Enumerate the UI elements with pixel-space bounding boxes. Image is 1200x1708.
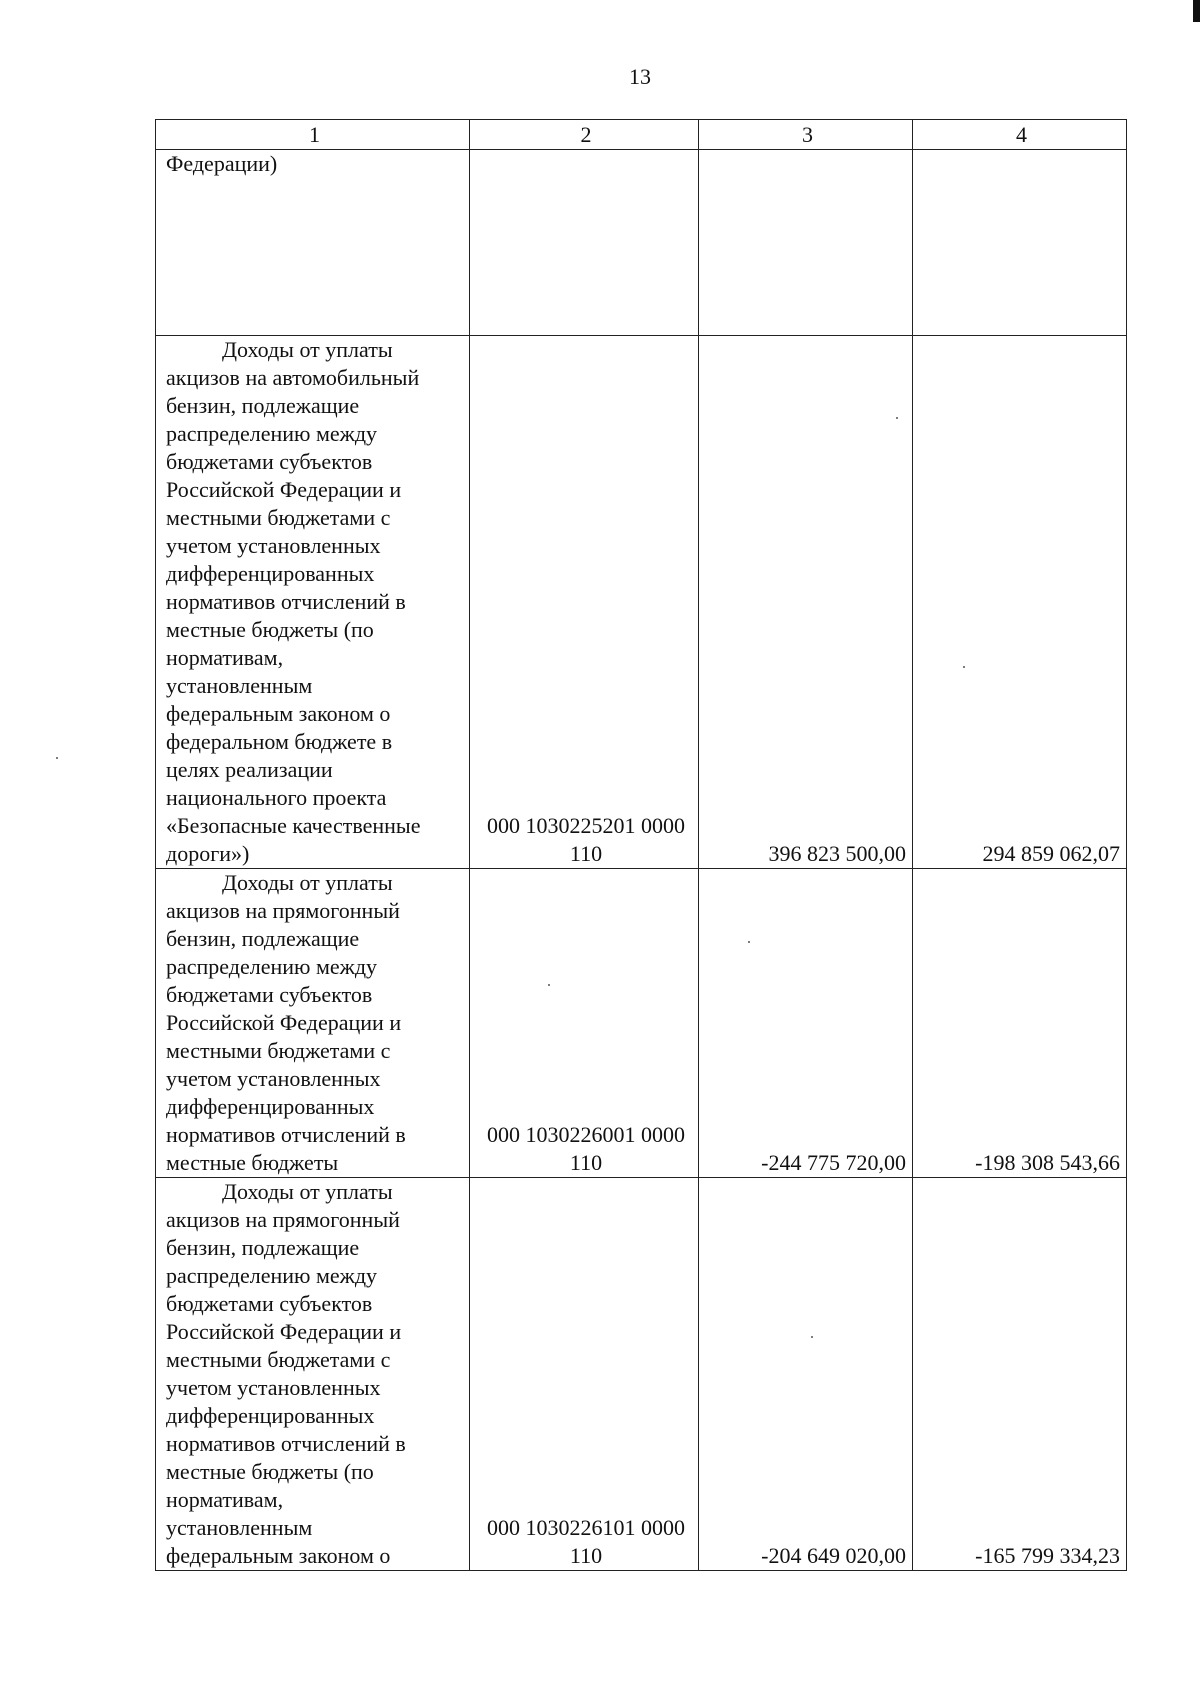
row-col4 [913,150,1127,336]
row-name-line: учетом установленных [166,533,381,558]
row-name-line: нормативов отчислений в [166,1122,406,1147]
column-header: 3 [699,120,913,150]
row-code-line: 000 1030226001 [487,1122,636,1147]
revenue-table [155,119,1127,1571]
row-name-line: национального проекта [166,785,387,810]
row-name-line: нормативам, [166,645,284,670]
row-code-line: 000 1030226101 [487,1515,636,1540]
row-name-line: установленным [166,1515,313,1540]
row-name-line: бюджетами субъектов [166,449,373,474]
table-row [156,150,1127,336]
row-name-line: федеральном бюджете в [166,729,393,754]
table-header-row [156,120,1127,150]
scan-speck [56,757,58,759]
row-name-line: Доходы от уплаты [222,337,393,362]
row-code-line: 0000 110 [569,813,685,866]
row-col3: -244 775 720,00 [699,869,913,1178]
scan-corner-mark [1193,0,1200,22]
row-name-line: местными бюджетами с [166,1347,391,1372]
row-name [156,336,470,869]
row-name-line: бюджетами субъектов [166,982,373,1007]
row-name: Федерации) [156,150,470,336]
row-name-line: распределению между [166,954,378,979]
row-name-line: учетом установленных [166,1375,381,1400]
row-code [470,150,699,336]
row-name-line: акцизов на автомобильный [166,365,420,390]
row-code [470,336,699,869]
row-name-line: установленным [166,673,313,698]
row-name-line: нормативов отчислений в [166,1431,406,1456]
row-name-line: бензин, подлежащие [166,1235,360,1260]
row-col4: 294 859 062,07 [913,336,1127,869]
row-name-line: бюджетами субъектов [166,1291,373,1316]
row-name-line: «Безопасные качественные [166,813,421,838]
row-name-line: местные бюджеты (по [166,1459,374,1484]
row-name-line: дифференцированных [166,561,375,586]
row-name-line: бензин, подлежащие [166,393,360,418]
row-name-line: дороги») [166,841,250,866]
column-header: 4 [913,120,1127,150]
row-name-line: целях реализации [166,757,333,782]
row-name-line: Российской Федерации и [166,1010,402,1035]
row-code [470,869,699,1178]
page-number: 13 [629,64,651,89]
row-name-line: акцизов на прямогонный [166,898,400,923]
table-row [156,869,1127,1178]
row-name-line: нормативов отчислений в [166,589,406,614]
row-col3: -204 649 020,00 [699,1178,913,1571]
row-col3: 396 823 500,00 [699,336,913,869]
row-name-line: федеральным законом о [166,701,391,726]
row-name-line: местные бюджеты [166,1150,339,1175]
row-name [156,1178,470,1571]
row-name-line: федеральным законом о [166,1543,391,1568]
row-name-line: нормативам, [166,1487,284,1512]
row-name-line: дифференцированных [166,1094,375,1119]
row-name-line: Российской Федерации и [166,477,402,502]
row-col4: -165 799 334,23 [913,1178,1127,1571]
row-name-line: Доходы от уплаты [222,870,393,895]
row-name-line: бензин, подлежащие [166,926,360,951]
row-name-line: распределению между [166,1263,378,1288]
row-name-line: акцизов на прямогонный [166,1207,400,1232]
row-name-line: распределению между [166,421,378,446]
row-col4: -198 308 543,66 [913,869,1127,1178]
row-code [470,1178,699,1571]
row-name-line: Российской Федерации и [166,1319,402,1344]
row-name-line: местными бюджетами с [166,505,391,530]
row-name [156,869,470,1178]
row-col3 [699,150,913,336]
column-header: 1 [156,120,470,150]
column-header: 2 [470,120,699,150]
row-code-line: 000 1030225201 [487,813,636,838]
table-row [156,1178,1127,1571]
row-code-line: 0000 110 [569,1515,685,1568]
row-name-line: местными бюджетами с [166,1038,391,1063]
row-name-line: местные бюджеты (по [166,617,374,642]
row-name-line: учетом установленных [166,1066,381,1091]
row-name-line: дифференцированных [166,1403,375,1428]
table-row [156,336,1127,869]
row-name-line: Доходы от уплаты [222,1179,393,1204]
row-code-line: 0000 110 [569,1122,685,1175]
